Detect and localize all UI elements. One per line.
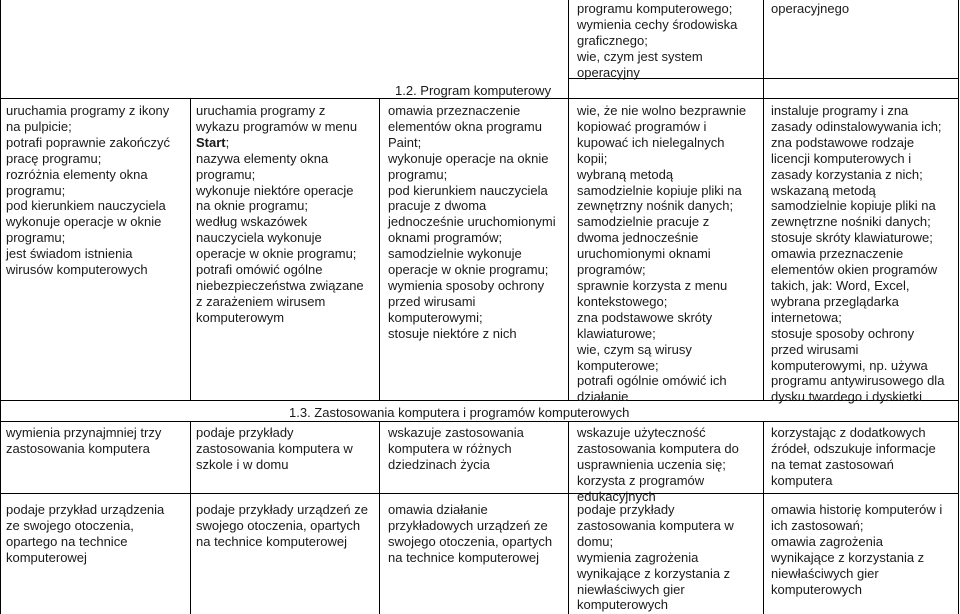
row-1-3-a-col1: wymienia przynajmniej trzy zastosowania komputera [6, 425, 162, 456]
row-1-2-col2-text-b: ; nazywa elementy okna programu; wykonuje niektóre operacje na oknie programu; według wskazówek nauczyciela wykonuje operacje w oknie programu; potrafi omówić ogólne niebezpieczeństwa związane z zarażeniem wirusem komputerowym [196, 134, 364, 325]
row-1-3-a-col5: korzystając z dodatkowych źródeł, odszukuje informacje na temat zastosowań komputera [771, 425, 936, 488]
column-divider-2b [379, 421, 380, 614]
top-cell-col5: operacyjnego [771, 1, 850, 16]
table-border-left [0, 0, 1, 614]
row-1-3-b-col2: podaje przykłady urządzeń ze swojego otoczenia, opartych na technice komputerowej [196, 502, 368, 549]
column-divider-2 [379, 98, 380, 400]
row-1-2-col5: instaluje programy i zna zasady odinstalowywania ich; zna podstawowe rodzaje licencji komputerowych i zasady korzystania z nich; wskazaną metodą samodzielnie kopiuje pliki na zewnętrzne nośniki danych; stosuje skróty klawiaturowe; omawia przeznaczenie elementów okien programów takich, jak: Word, Excel, wybrana przeglądarka internetowa; stosuje sposoby ochrony przed wirusami komputerowymi, np. używa programu antywirusowego dla dysku twardego i dyskietki [771, 103, 945, 405]
table-border-right [958, 0, 959, 614]
row-1-3-b-col1: podaje przykład urządzenia ze swojego otoczenia, opartego na technice komputerowej [6, 502, 165, 565]
row-1-3-a-col2: podaje przykłady zastosowania komputera w szkole i w domu [196, 425, 353, 472]
row-1-3-a-col3: wskazuje zastosowania komputera w różnych dziedzinach życia [388, 425, 524, 472]
column-divider-4 [763, 0, 764, 400]
column-divider-4b [763, 421, 764, 614]
row-divider-1-3-middle [0, 493, 959, 494]
start-menu-term: Start [196, 134, 226, 150]
section-header-program-komputerowy: 1.2. Program komputerowy [395, 83, 552, 98]
top-cell-col4: programu komputerowego; wymienia cechy środowiska graficznego; wie, czym jest system operacyjny [577, 1, 738, 80]
column-divider-1b [190, 421, 191, 614]
row-1-2-col4: wie, że nie wolno bezprawnie kopiować programów i kupować ich nielegalnych kopii; wybraną metodą samodzielnie kopiuje pliki na zewnętrzny nośnik danych; samodzielnie pracuje z dwoma jednocześnie uruchomionymi oknami programów; sprawnie korzysta z menu kontekstowego; zna podstawowe skróty klawiaturowe; wie, czym są wirusy komputerowe; potrafi ogólnie omówić ich działanie [577, 103, 747, 405]
row-divider-after-1-3-header [0, 421, 959, 422]
column-divider-3 [568, 0, 569, 400]
row-1-3-b-col5: omawia historię komputerów i ich zastosowań; omawia zagrożenia wynikające z korzystania z niewłaściwych gier komputerowych [771, 502, 943, 597]
row-1-2-col2 [196, 103, 378, 326]
row-1-2-col1: uruchamia programy z ikony na pulpicie; potrafi poprawnie zakończyć pracę programu; rozróżnia elementy okna programu; pod kierunkiem nauczyciela wykonuje operacje w oknie programu; jest świadom istnienia wirusów komputerowych [6, 103, 171, 278]
row-1-2-col3: omawia przeznaczenie elementów okna programu Paint; wykonuje operacje na oknie programu; pod kierunkiem nauczyciela pracuje z dwoma jednocześnie uruchomionymi oknami programów; samodzielnie wykonuje operacje w oknie programu; wymienia sposoby ochrony przed wirusami komputerowymi; stosuje niektóre z nich [388, 103, 556, 341]
section-header-zastosowania: 1.3. Zastosowania komputera i programów komputerowych [289, 405, 630, 420]
column-divider-3b [568, 421, 569, 614]
row-1-3-b-col3: omawia działanie przykładowych urządzeń ze swojego otoczenia, opartych na technice komputerowej [388, 502, 553, 565]
row-1-3-b-col4: podaje przykłady zastosowania komputera w domu; wymienia zagrożenia wynikające z korzystania z niewłaściwych gier komputerowych [577, 502, 734, 613]
row-1-2-col2-text-a: uruchamia programy z wykazu programów w menu [196, 103, 358, 134]
column-divider-1 [190, 98, 191, 400]
row-1-3-a-col4: wskazuje użyteczność zastosowania komputera do usprawnienia uczenia się; korzysta z programów edukacyjnych [577, 425, 739, 504]
